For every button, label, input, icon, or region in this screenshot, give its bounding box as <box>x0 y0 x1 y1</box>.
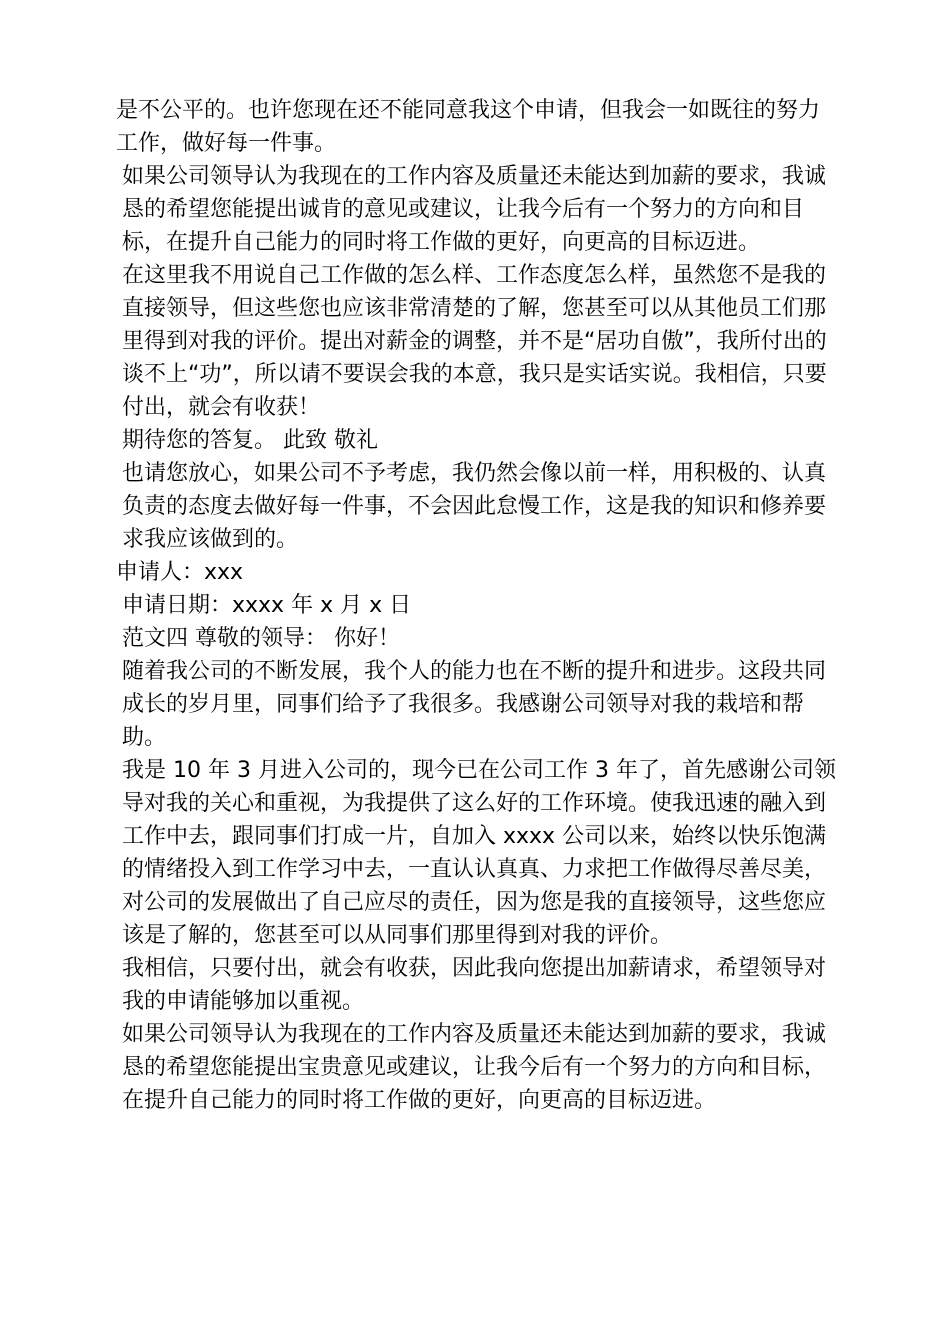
application-date-line: 申请日期：xxxx 年 x 月 x 日 <box>122 593 412 618</box>
paragraph: 我是 10 年 3 月进入公司的，现今已在公司工作 3 年了，首先感谢公司领导对我的关心和重视，为我提供了这么好的工作环境。使我迅速的融入到工作中去，跟同事们打成一片，自加入 xxxx 公司以来，始终以快乐饱满的情绪投入到工作学习中去，一直认认真真、力求把工作做得尽善尽美，对公司的发展做出了自己应尽的责任，因为您是我的直接领导，这些您应该是了解的，您甚至可以从同事们那里得到对我的评价。 <box>122 758 836 948</box>
document-body <box>116 94 836 1117</box>
paragraph: 我相信，只要付出，就会有收获，因此我向您提出加薪请求，希望领导对我的申请能够加以重视。 <box>122 956 827 1014</box>
section-heading: 范文四 尊敬的领导： 你好！ <box>122 626 400 651</box>
paragraph: 如果公司领导认为我现在的工作内容及质量还未能达到加薪的要求，我诚恳的希望您能提出宝贵意见或建议，让我今后有一个努力的方向和目标，在提升自己能力的同时将工作做的更好，向更高的目标迈进。 <box>122 1022 827 1113</box>
paragraph: 是不公平的。也许您现在还不能同意我这个申请，但我会一如既往的努力工作，做好每一件事。 <box>116 98 821 156</box>
paragraph: 在这里我不用说自己工作做的怎么样、工作态度怎么样，虽然您不是我的直接领导，但这些您也应该非常清楚的了解，您甚至可以从其他员工们那里得到对我的评价。提出对薪金的调整，并不是“居功自傲”，我所付出的谈不上“功”，所以请不要误会我的本意，我只是实话实说。我相信，只要付出，就会有收获！ <box>122 263 827 420</box>
paragraph: 如果公司领导认为我现在的工作内容及质量还未能达到加薪的要求，我诚恳的希望您能提出诚肯的意见或建议，让我今后有一个努力的方向和目标，在提升自己能力的同时将工作做的更好，向更高的目标迈进。 <box>122 164 827 255</box>
paragraph: 也请您放心，如果公司不予考虑，我仍然会像以前一样，用积极的、认真负责的态度去做好每一件事，不会因此怠慢工作，这是我的知识和修养要求我应该做到的。 <box>122 461 827 552</box>
paragraph: 期待您的答复。 此致 敬礼 <box>122 428 378 453</box>
applicant-line: 申请人：xxx <box>116 560 244 585</box>
paragraph: 随着我公司的不断发展，我个人的能力也在不断的提升和进步。这段共同成长的岁月里，同事们给予了我很多。我感谢公司领导对我的栽培和帮助。 <box>122 659 827 750</box>
